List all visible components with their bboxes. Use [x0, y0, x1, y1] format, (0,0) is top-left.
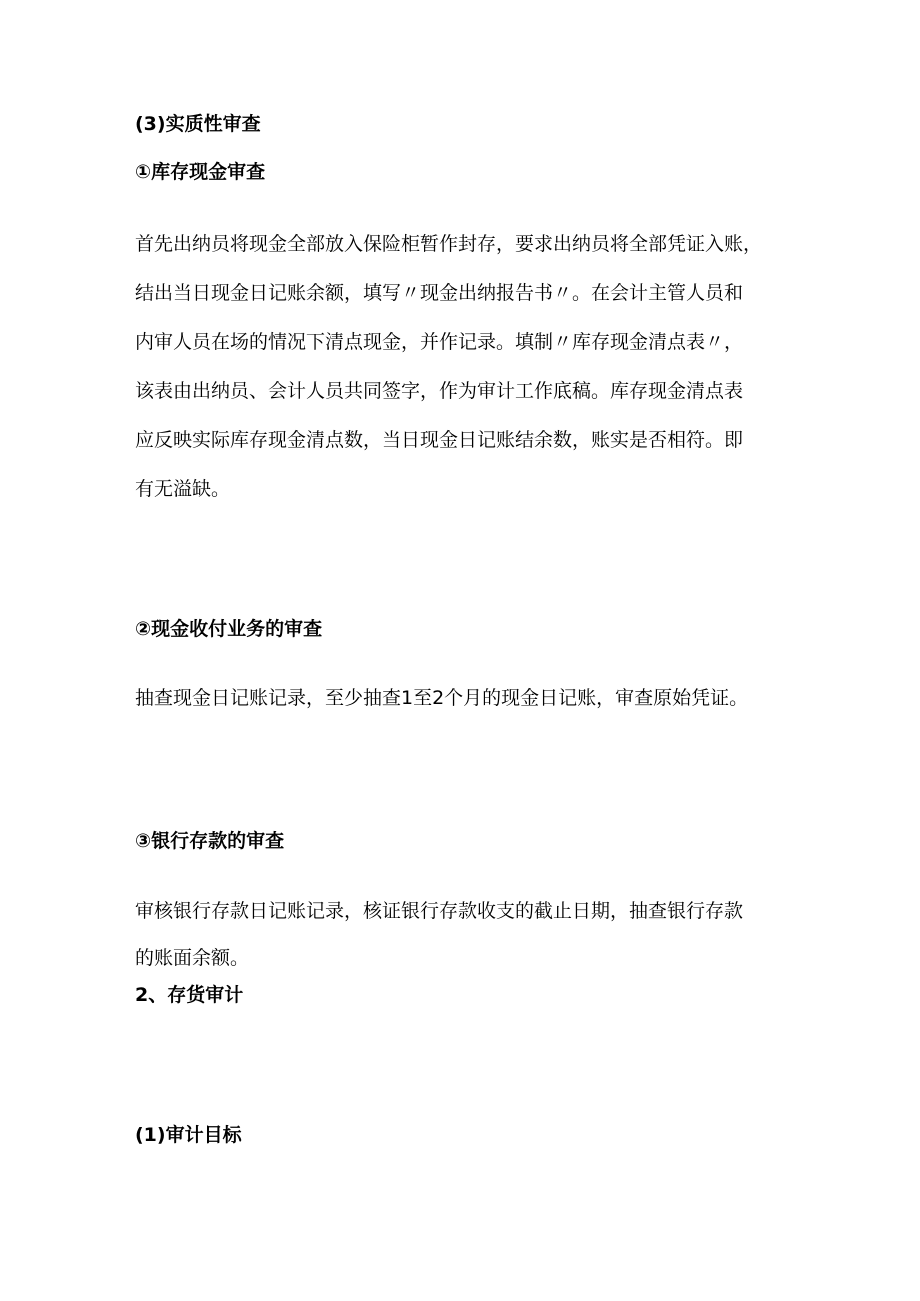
paragraph-line: 该表由出纳员、会计人员共同签字，作为审计工作底稿。库存现金清点表: [135, 380, 744, 402]
heading-cash-on-hand-review: ①库存现金审查: [135, 161, 266, 183]
paragraph-line: 审核银行存款日记账记录，核证银行存款收支的截止日期，抽查银行存款: [135, 900, 744, 922]
paragraph-cash-business: 抽查现金日记账记录，至少抽查1至2个月的现金日记账，审查原始凭证。: [135, 687, 749, 709]
heading-cash-business-review: ②现金收付业务的审查: [135, 618, 323, 640]
heading-inventory-audit: 2、存货审计: [135, 984, 244, 1006]
paragraph-line: 的账面余额。: [135, 947, 250, 969]
paragraph-line: 内审人员在场的情况下清点现金，并作记录。填制〃库存现金清点表〃，: [135, 331, 744, 353]
paragraph-line: 应反映实际库存现金清点数，当日现金日记账结余数，账实是否相符。即: [135, 429, 744, 451]
paragraph-line: 首先出纳员将现金全部放入保险柜暂作封存，要求出纳员将全部凭证入账，: [135, 233, 763, 255]
paragraph-line: 有无溢缺。: [135, 478, 231, 500]
heading-substantive-review: (3)实质性审查: [135, 113, 261, 135]
heading-bank-deposit-review: ③银行存款的审查: [135, 830, 285, 852]
paragraph-line: 结出当日现金日记账余额，填写〃现金出纳报告书〃。在会计主管人员和: [135, 282, 744, 304]
heading-audit-objective: (1)审计目标: [135, 1124, 242, 1146]
